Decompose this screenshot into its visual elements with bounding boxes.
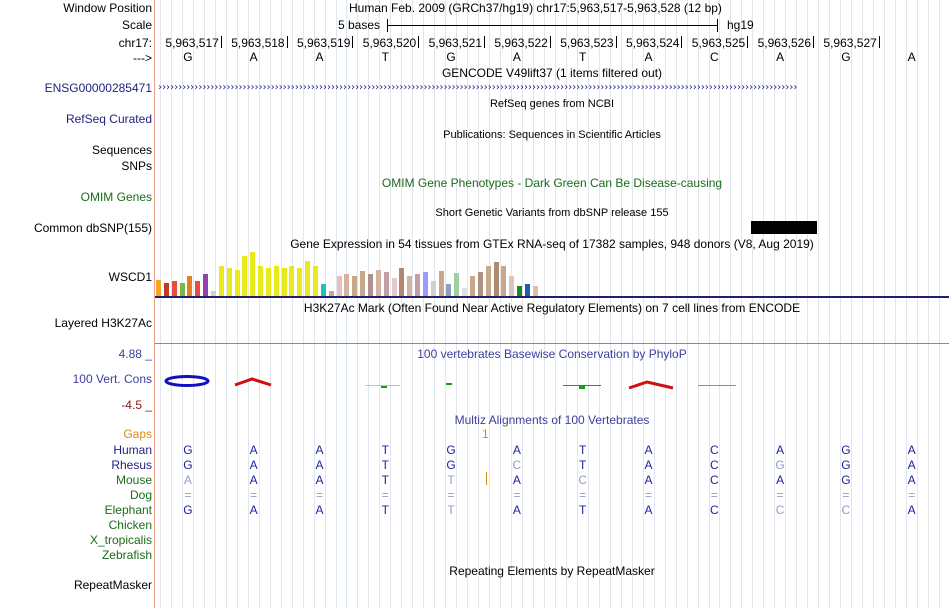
h3k27ac-signal-line (155, 343, 949, 344)
scale-label: Scale (121, 18, 152, 32)
gtex-tissue-bar[interactable] (352, 276, 357, 296)
aligned-base: T (579, 458, 587, 472)
aligned-base: A (249, 443, 258, 457)
aligned-base: = (579, 488, 587, 502)
publications-track-title[interactable]: Publications: Sequences in Scientific Articles (443, 129, 661, 141)
position-tick-label: 5,963,519 (297, 36, 351, 50)
gtex-tissue-bar[interactable] (242, 256, 247, 296)
omim-track-title[interactable]: OMIM Gene Phenotypes - Dark Green Can Be Disease-causing (381, 176, 723, 190)
aligned-base: = (776, 488, 784, 502)
aligned-base: C (709, 443, 719, 457)
species-label-human[interactable]: Human (113, 443, 152, 457)
aligned-base: C (512, 458, 522, 472)
species-label-elephant[interactable]: Elephant (104, 503, 152, 517)
conservation-max-label: 4.88 _ (118, 347, 152, 361)
aligned-base: A (315, 443, 324, 457)
position-tick-label: 5,963,527 (823, 36, 877, 50)
species-label-mouse[interactable]: Mouse (115, 473, 152, 487)
aligned-base: = (184, 488, 192, 502)
window-position-value: Human Feb. 2009 (GRCh37/hg19) chr17:5,963,517-5,963,528 (12 bp) (349, 1, 722, 15)
reference-base: T (579, 50, 587, 64)
aligned-base: G (446, 443, 456, 457)
gtex-tissue-bar[interactable] (525, 284, 530, 296)
gtex-tissue-bar[interactable] (203, 274, 208, 296)
gap-count: 1 (482, 427, 489, 441)
aligned-base: = (710, 488, 718, 502)
gtex-tissue-bar[interactable] (446, 284, 451, 296)
gtex-tissue-bar[interactable] (258, 266, 263, 296)
aligned-base: = (447, 488, 455, 502)
gtex-tissue-bar[interactable] (227, 268, 232, 296)
gtex-tissue-bar[interactable] (478, 272, 483, 296)
gtex-tissue-bar[interactable] (431, 281, 436, 296)
position-tick (616, 36, 617, 48)
gtex-tissue-bar[interactable] (399, 268, 404, 296)
aligned-base: A (644, 443, 653, 457)
conservation-track-title[interactable]: 100 vertebrates Basewise Conservation by PhyloP (417, 347, 687, 361)
dbsnp-track-label[interactable]: Common dbSNP(155) (33, 221, 152, 235)
aligned-base: C (841, 503, 851, 517)
gtex-tissue-bar[interactable] (486, 266, 491, 296)
aligned-base: C (578, 473, 588, 487)
gtex-tissue-bar[interactable] (360, 271, 365, 296)
gtex-tissue-bar[interactable] (384, 272, 389, 296)
aligned-base: A (315, 503, 324, 517)
aligned-base: C (775, 503, 785, 517)
gtex-tissue-bar[interactable] (305, 261, 310, 296)
aligned-base: C (709, 473, 719, 487)
aligned-base: G (183, 503, 193, 517)
gtex-tissue-bar[interactable] (407, 276, 412, 296)
position-tick (221, 36, 222, 48)
aligned-base: A (776, 443, 785, 457)
gtex-tissue-bar[interactable] (454, 273, 459, 296)
position-tick-label: 5,963,524 (626, 36, 680, 50)
label-separator (154, 0, 155, 608)
species-label-rhesus[interactable]: Rhesus (111, 458, 152, 472)
gtex-tissue-bar[interactable] (180, 283, 185, 296)
gtex-tissue-bar[interactable] (321, 284, 326, 296)
h3k27ac-track-label[interactable]: Layered H3K27Ac (54, 316, 152, 330)
aligned-base: A (907, 458, 916, 472)
omim-track-label[interactable]: OMIM Genes (80, 190, 152, 204)
aligned-base: T (579, 443, 587, 457)
aligned-base: T (381, 443, 389, 457)
gtex-tissue-bar[interactable] (501, 266, 506, 296)
aligned-base: A (249, 458, 258, 472)
gtex-tissue-bar[interactable] (235, 270, 240, 296)
gtex-tissue-bar[interactable] (494, 262, 499, 296)
reference-base: A (249, 50, 258, 64)
aligned-base: G (183, 443, 193, 457)
aligned-base: = (908, 488, 916, 502)
position-tick-label: 5,963,526 (757, 36, 811, 50)
position-tick (484, 36, 485, 48)
dbsnp-variant-feature[interactable] (751, 221, 817, 234)
aligned-base: T (381, 458, 389, 472)
dbsnp-track-title[interactable]: Short Genetic Variants from dbSNP release 155 (435, 207, 669, 219)
gtex-gene-label[interactable]: WSCD1 (108, 270, 152, 284)
species-label-dog[interactable]: Dog (129, 488, 152, 502)
reference-base: A (644, 50, 653, 64)
gtex-tissue-bar[interactable] (344, 274, 349, 296)
aligned-base: T (447, 473, 455, 487)
position-tick-label: 5,963,522 (494, 36, 548, 50)
aligned-base: A (644, 473, 653, 487)
aligned-base: T (381, 473, 389, 487)
gap-marker (486, 472, 487, 485)
gtex-tissue-bar[interactable] (297, 268, 302, 296)
gaps-label: Gaps (123, 427, 152, 441)
aligned-base: C (709, 458, 719, 472)
gtex-tissue-bar[interactable] (187, 276, 192, 296)
aligned-base: A (249, 473, 258, 487)
position-tick-label: 5,963,518 (231, 36, 285, 50)
gtex-tissue-bar[interactable] (368, 274, 373, 296)
gtex-track-title[interactable]: Gene Expression in 54 tissues from GTEx RNA-seq of 17382 samples, 948 donors (V8, Aug 2019) (290, 237, 814, 251)
reference-base: G (183, 50, 193, 64)
gtex-tissue-bar[interactable] (462, 288, 467, 296)
gtex-tissue-bar[interactable] (337, 276, 342, 296)
aligned-base: G (841, 443, 851, 457)
aligned-base: G (775, 458, 785, 472)
aligned-base: = (315, 488, 323, 502)
gtex-tissue-bar[interactable] (470, 276, 475, 296)
position-tick-label: 5,963,521 (428, 36, 482, 50)
reference-base: A (776, 50, 785, 64)
aligned-base: A (315, 473, 324, 487)
aligned-base: A (907, 503, 916, 517)
species-label-x_tropicalis[interactable]: X_tropicalis (89, 533, 152, 547)
refseq-track-title[interactable]: RefSeq genes from NCBI (489, 98, 615, 110)
gtex-tissue-bar[interactable] (423, 272, 428, 296)
gtex-tissue-bar[interactable] (415, 274, 420, 296)
gtex-tissue-bar[interactable] (517, 286, 522, 296)
gtex-tissue-bar[interactable] (250, 252, 255, 296)
reference-base: T (381, 50, 389, 64)
species-label-chicken[interactable]: Chicken (108, 518, 152, 532)
gencode-track-title[interactable]: GENCODE V49lift37 (1 items filtered out) (441, 66, 663, 80)
aligned-base: A (249, 503, 258, 517)
scale-value: 5 bases (338, 18, 381, 32)
gtex-tissue-bar[interactable] (266, 268, 271, 296)
aligned-base: A (183, 473, 192, 487)
gtex-baseline (155, 296, 949, 298)
gtex-tissue-bar[interactable] (219, 266, 224, 296)
reference-base: G (841, 50, 851, 64)
reference-base: A (512, 50, 521, 64)
aligned-base: A (644, 503, 653, 517)
reference-base: A (907, 50, 916, 64)
position-tick (879, 36, 880, 48)
aligned-base: A (512, 473, 521, 487)
conservation-logo (155, 370, 950, 392)
aligned-base: C (709, 503, 719, 517)
snps-track-label[interactable]: SNPs (121, 159, 152, 173)
aligned-base: G (446, 458, 456, 472)
reference-base: A (315, 50, 324, 64)
position-tick (747, 36, 748, 48)
gencode-gene-feature[interactable]: ››››››››››››››››››››››››››››››››››››››››››››››››››››››››››››››››››››››››››››››››››››››››››››››››››››››››››››››››››››››››››››››››››››››››››››››››››››››››››››››› (157, 82, 797, 93)
position-tick (813, 36, 814, 48)
species-label-zebrafish[interactable]: Zebrafish (101, 548, 152, 562)
conservation-track-label[interactable]: 100 Vert. Cons (72, 372, 152, 386)
aligned-base: A (315, 458, 324, 472)
aligned-base: A (776, 473, 785, 487)
gtex-tissue-bar[interactable] (439, 271, 444, 296)
aligned-base: = (513, 488, 521, 502)
reference-base: G (446, 50, 456, 64)
position-tick-label: 5,963,523 (560, 36, 614, 50)
aligned-base: A (512, 503, 521, 517)
position-tick (352, 36, 353, 48)
scale-bar (387, 25, 718, 26)
reference-base: C (709, 50, 719, 64)
aligned-base: A (512, 443, 521, 457)
position-tick-label: 5,963,520 (362, 36, 417, 50)
gtex-tissue-bar[interactable] (172, 281, 177, 296)
gtex-tissue-bar[interactable] (156, 280, 161, 296)
aligned-base: T (381, 503, 389, 517)
aligned-base: = (381, 488, 389, 502)
sequences-track-label[interactable]: Sequences (91, 143, 152, 157)
position-tick (287, 36, 288, 48)
refseq-track-label[interactable]: RefSeq Curated (65, 112, 152, 126)
aligned-base: A (644, 458, 653, 472)
position-tick-label: 5,963,525 (691, 36, 746, 50)
h3k27ac-track-title[interactable]: H3K27Ac Mark (Often Found Near Active Regulatory Elements) on 7 cell lines from ENCODE (303, 301, 801, 315)
aligned-base: G (183, 458, 193, 472)
aligned-base: = (842, 488, 850, 502)
position-tick (550, 36, 551, 48)
repeatmasker-track-title[interactable]: Repeating Elements by RepeatMasker (449, 564, 655, 578)
gtex-tissue-bar[interactable] (509, 276, 514, 296)
assembly-label: hg19 (727, 18, 754, 32)
gtex-tissue-bar[interactable] (164, 283, 169, 296)
aligned-base: A (907, 473, 916, 487)
scale-bar-right-tick (717, 19, 718, 32)
aligned-base: A (907, 443, 916, 457)
chromosome-label: chr17: (118, 36, 152, 50)
gtex-tissue-bar[interactable] (533, 286, 538, 296)
gtex-tissue-bar[interactable] (282, 268, 287, 296)
position-tick (681, 36, 682, 48)
aligned-base: = (644, 488, 652, 502)
aligned-base: G (841, 458, 851, 472)
gtex-tissue-bar[interactable] (274, 266, 279, 296)
aligned-base: = (250, 488, 258, 502)
position-tick (418, 36, 419, 48)
gtex-tissue-bar[interactable] (376, 270, 381, 296)
aligned-base: T (579, 503, 587, 517)
gtex-tissue-bar[interactable] (289, 266, 294, 296)
gtex-tissue-bar[interactable] (313, 266, 318, 296)
gencode-gene-label[interactable]: ENSG00000285471 (44, 81, 152, 95)
aligned-base: T (447, 503, 455, 517)
aligned-base: G (841, 473, 851, 487)
gtex-tissue-bar[interactable] (195, 281, 200, 296)
conservation-min-label: -4.5 _ (121, 398, 152, 412)
position-tick-label: 5,963,517 (165, 36, 219, 50)
multiz-track-title[interactable]: Multiz Alignments of 100 Vertebrates (454, 413, 650, 427)
strand-arrow-label: ---> (133, 51, 152, 65)
gtex-tissue-bar[interactable] (392, 278, 397, 296)
scale-bar-left-tick (387, 19, 388, 32)
repeatmasker-track-label[interactable]: RepeatMasker (73, 578, 152, 592)
window-position-label: Window Position (63, 1, 152, 15)
